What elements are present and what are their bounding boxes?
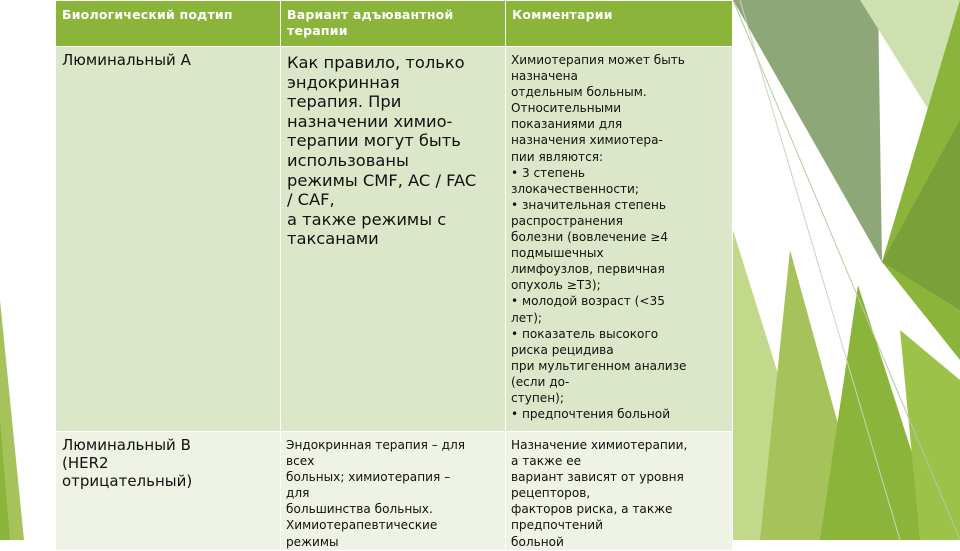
therapy-table [55, 0, 733, 551]
header-comments: Комментарии [506, 1, 733, 47]
subtype-text: Люминальный В (HER2 отрицательный) [62, 436, 193, 490]
table-row [56, 47, 733, 432]
subtype-cell [56, 47, 281, 432]
subtype-cell [56, 432, 281, 551]
table-row [56, 432, 733, 551]
comments-cell [506, 432, 733, 551]
therapy-cell [281, 47, 506, 432]
header-subtype: Биологический подтип [56, 1, 281, 47]
header-therapy: Вариант адъювантной терапии [281, 1, 506, 47]
therapy-text: Как правило, только эндокринная терапия. При назначении химио- терапии могут быть использованы режимы CMF, AC / FAC / CAF, а также режимы с таксанами [287, 53, 477, 249]
right-triangle-gray-green [733, 0, 882, 262]
subtype-text: Люминальный А [62, 51, 191, 69]
comments-cell [506, 47, 733, 432]
comments-text: Химиотерапия может быть назначена отдельным больным. Относительными показаниями для назначения химиотера- пии являются: • 3 степень злокачественности; • значительная степень распространения болезни (вовлечение ≥4 подмышечных лимфоузлов, первичная опухоль ≥Т3); • молодой возраст (<35 лет); • показатель высокого риска рецидива при мультигенном анализе (если до- ступен); • предпочтения больной [511, 53, 687, 422]
table-header-row [56, 1, 733, 47]
therapy-text: Эндокринная терапия – для всех больных; химиотерапия – для большинства больных. Химиотерапевтические режимы [286, 438, 466, 549]
therapy-cell [281, 432, 506, 551]
comments-text: Назначение химиотерапии, а также ее вариант зависят от уровня рецепторов, факторов риска, а также предпочтений больной [511, 438, 688, 549]
